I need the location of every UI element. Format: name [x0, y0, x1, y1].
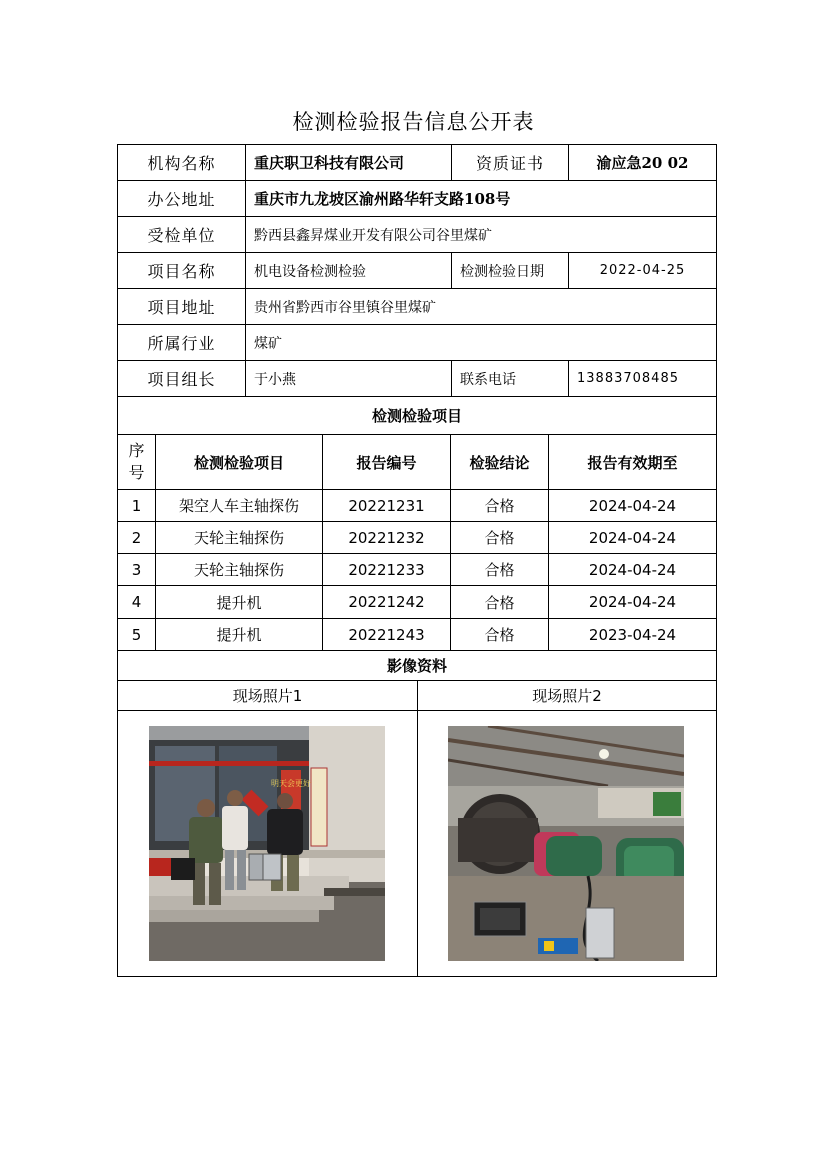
row-no: 3 [131, 560, 142, 579]
address-label: 办公地址 [147, 190, 216, 209]
row-no: 5 [131, 625, 142, 644]
inspected-unit-value: 黔西县鑫昇煤业开发有限公司谷里煤矿 [254, 227, 492, 244]
col-header-report: 报告编号 [356, 453, 417, 472]
row-valid: 2024-04-24 [588, 496, 677, 515]
row-valid: 2024-04-24 [588, 560, 677, 579]
org-name-value: 重庆职卫科技有限公司 [254, 154, 405, 172]
qualification-value: 渝应急20 02 [596, 154, 689, 172]
row-valid: 2024-04-24 [588, 528, 677, 547]
leader-value: 于小燕 [254, 371, 296, 388]
industry-label: 所属行业 [147, 334, 216, 353]
row-no: 2 [131, 528, 142, 547]
project-address-label: 项目地址 [147, 298, 216, 317]
row-report: 20221231 [348, 496, 425, 515]
row-result: 合格 [484, 626, 515, 644]
col-header-valid: 报告有效期至 [587, 453, 678, 472]
door-couplet-text: 明天会更好 [271, 779, 311, 788]
col-header-result: 检验结论 [469, 453, 530, 472]
qualification-label: 资质证书 [475, 154, 544, 173]
row-report: 20221233 [348, 560, 425, 579]
row-no: 4 [131, 593, 142, 611]
leader-label: 项目组长 [147, 370, 216, 389]
row-item: 天轮主轴探伤 [193, 561, 284, 579]
phone-value: 13883708485 [577, 371, 679, 386]
col-header-no: 序号 [128, 441, 145, 482]
row-item: 提升机 [216, 593, 262, 612]
row-item: 天轮主轴探伤 [193, 529, 284, 547]
address-value: 重庆市九龙坡区渝州路华轩支路108号 [254, 190, 511, 208]
org-name-label: 机构名称 [147, 154, 216, 173]
row-report: 20221232 [348, 528, 425, 547]
inspection-date-value: 2022-04-25 [599, 263, 686, 278]
industry-value: 煤矿 [254, 335, 282, 352]
photo2-label: 现场照片2 [532, 687, 602, 705]
row-no: 1 [131, 496, 142, 515]
row-report: 20221243 [348, 625, 425, 644]
inspected-unit-label: 受检单位 [147, 226, 216, 245]
row-item: 提升机 [216, 626, 262, 644]
col-header-item: 检测检验项目 [193, 453, 284, 472]
inspection-date-label: 检测检验日期 [460, 263, 544, 280]
images-section-title: 影像资料 [386, 657, 447, 675]
items-section-title: 检测检验项目 [371, 407, 462, 425]
site-photo-1 [149, 726, 385, 961]
project-name-value: 机电设备检测检验 [254, 263, 366, 280]
phone-label: 联系电话 [460, 371, 516, 388]
row-result: 合格 [484, 593, 515, 612]
row-result: 合格 [484, 497, 515, 515]
site-photo-2 [448, 726, 684, 961]
row-valid: 2023-04-24 [588, 625, 677, 644]
row-report: 20221242 [348, 593, 425, 611]
project-address-value: 贵州省黔西市谷里镇谷里煤矿 [254, 299, 436, 316]
info-table [117, 144, 717, 977]
page-title: 检测检验报告信息公开表 [292, 110, 535, 134]
row-result: 合格 [484, 561, 515, 579]
row-item: 架空人车主轴探伤 [178, 497, 299, 515]
row-result: 合格 [484, 529, 515, 547]
photo1-label: 现场照片1 [232, 687, 303, 705]
row-valid: 2024-04-24 [588, 593, 677, 611]
project-name-label: 项目名称 [147, 262, 216, 281]
